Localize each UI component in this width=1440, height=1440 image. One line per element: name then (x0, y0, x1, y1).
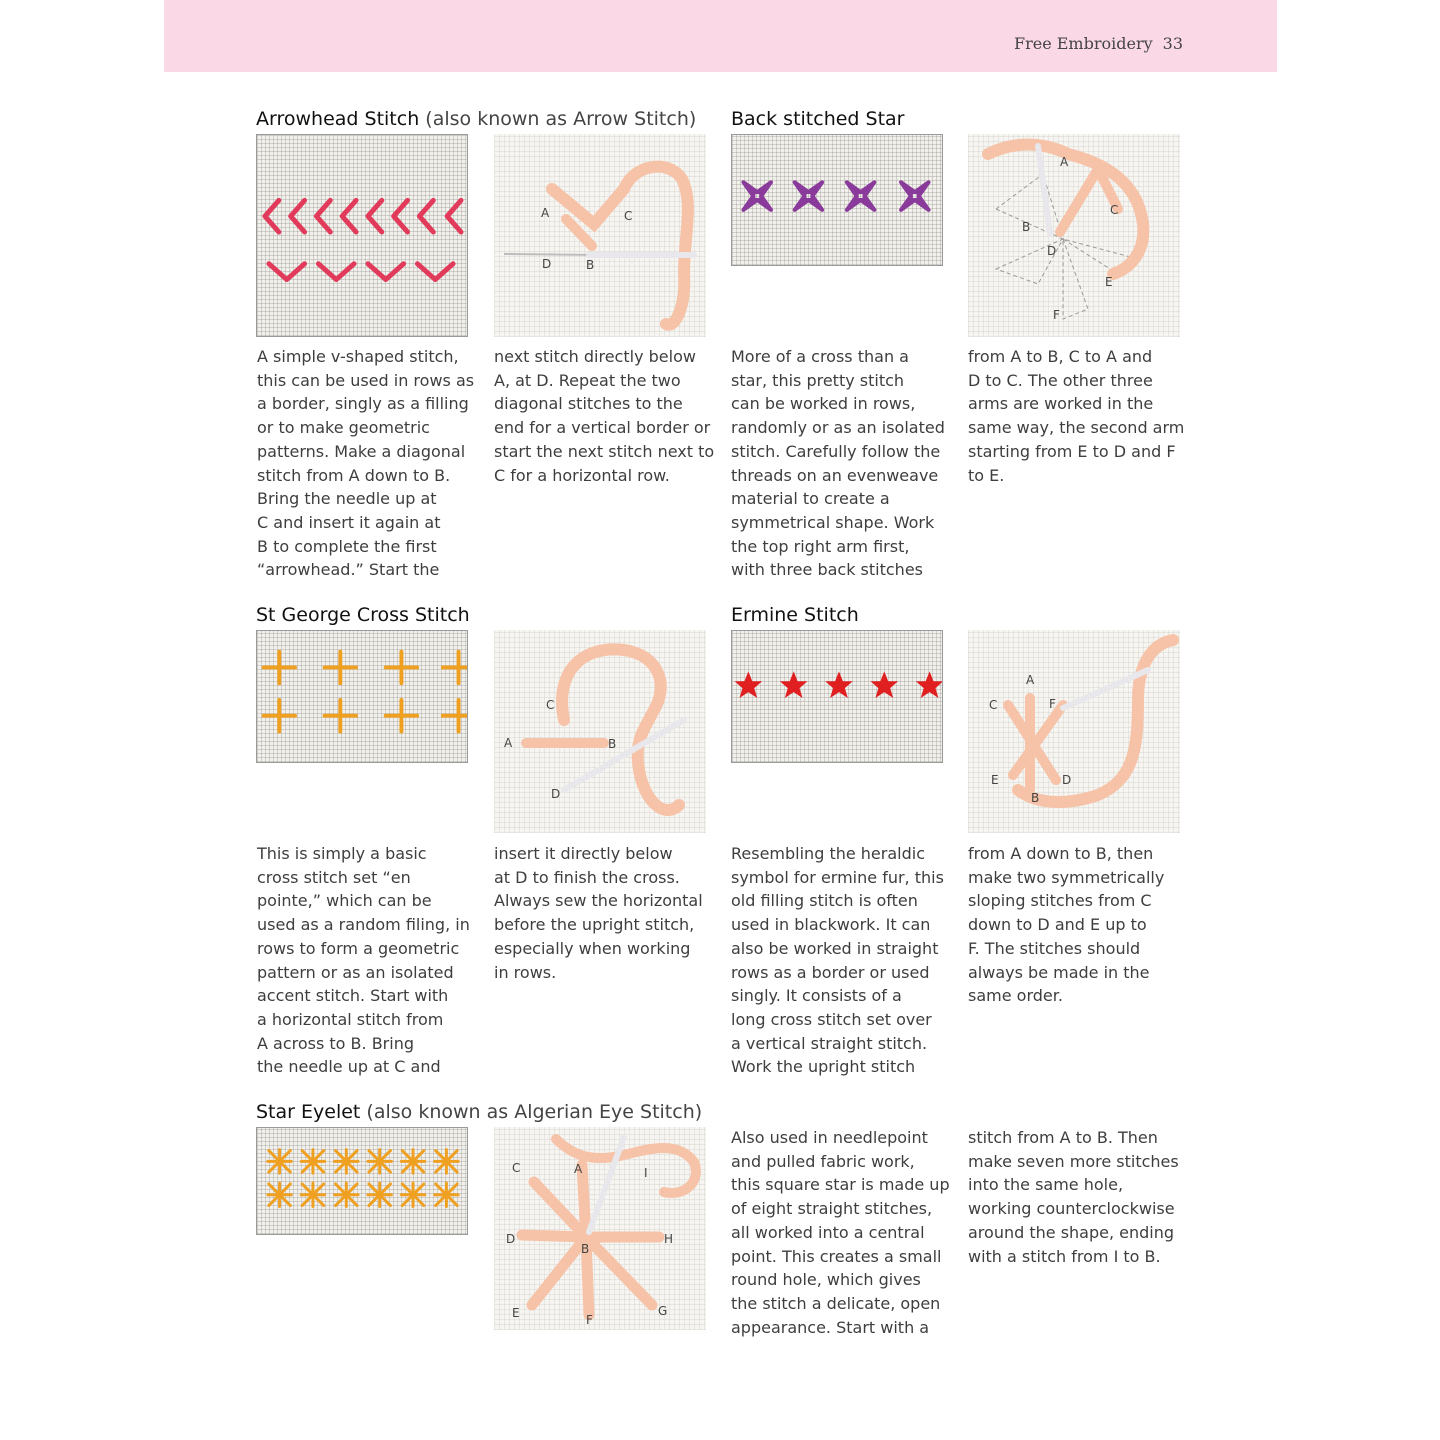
backstar-label-e: E (1105, 275, 1113, 289)
stareyelet-label-i: I (644, 1166, 648, 1180)
text-line: accent stitch. Start with (257, 986, 449, 1006)
text-line: Bring the needle up at (257, 489, 437, 509)
text-line: down to D and E up to (968, 915, 1147, 935)
ermine-diagram-drawing (968, 630, 1180, 833)
stareyelet-label-f: F (586, 1313, 593, 1327)
text-line: patterns. Make a diagonal (257, 441, 466, 461)
text-line: rows as a border or used (731, 962, 930, 982)
text-line: or to make geometric (257, 418, 430, 438)
text-line: symbol for ermine fur, this (731, 867, 944, 887)
text-line: material to create a (731, 489, 890, 509)
ermine-stitch-sample (732, 631, 942, 762)
text-line: working counterclockwise (968, 1199, 1175, 1219)
arrowhead-label-c: C (624, 209, 633, 223)
text-line: F. The stitches should (968, 938, 1141, 958)
text-line: appearance. Start with a (731, 1317, 930, 1337)
text-line: used in blackwork. It can (731, 915, 931, 935)
text-line: this can be used in rows as (257, 370, 475, 390)
backstar-title: Back stitched Star (731, 108, 905, 130)
text-line: rows to form a geometric (257, 938, 460, 958)
text-line: More of a cross than a (731, 347, 909, 366)
ermine-label-c: C (989, 698, 998, 712)
text-line: the needle up at C and (257, 1057, 441, 1077)
ermine-title: Ermine Stitch (731, 604, 859, 626)
backstar-text-col1 (731, 345, 951, 582)
stgeorge-diagram-drawing (494, 630, 706, 833)
stgeorge-label-d: D (551, 787, 561, 801)
text-line: sloping stitches from C (968, 891, 1152, 911)
ermine-label-e: E (991, 773, 999, 787)
text-line: same way, the second arm (968, 418, 1185, 438)
text-line: symmetrical shape. Work (731, 512, 935, 532)
text-line: pattern or as an isolated (257, 962, 454, 982)
ermine-diagram (968, 630, 1180, 833)
text-line: singly. It consists of a (731, 986, 902, 1006)
text-line: the stitch a delicate, open (731, 1293, 941, 1313)
arrowhead-title-main: Arrowhead Stitch (256, 108, 420, 130)
backstar-label-a: A (1060, 155, 1069, 169)
ermine-text-col1 (731, 842, 951, 1079)
text-line: of eight straight stitches, (731, 1199, 933, 1219)
text-line: randomly or as an isolated (731, 418, 945, 438)
arrowhead-label-a: A (541, 206, 550, 220)
text-line: same order. (968, 986, 1063, 1006)
backstar-label-b: B (1022, 220, 1031, 234)
stgeorge-text-col1 (257, 842, 477, 1079)
stareyelet-label-e: E (512, 1306, 520, 1320)
text-line: with a stitch from I to B. (968, 1246, 1161, 1266)
backstar-diagram (968, 134, 1180, 337)
arrowhead-diagram (494, 134, 706, 337)
text-line: in rows. (494, 962, 557, 982)
text-line: “arrowhead.” Start the (257, 560, 440, 580)
stareyelet-label-d: D (506, 1232, 516, 1246)
stareyelet-text-col1 (731, 1126, 951, 1339)
text-line: can be worked in rows, (731, 394, 916, 414)
section-title: Free Embroidery (1013, 34, 1153, 53)
text-line: around the shape, ending (968, 1222, 1175, 1242)
backstar-label-d: D (1047, 244, 1057, 258)
backstar-stitch-sample (732, 135, 942, 265)
backstar-photo (731, 134, 943, 266)
text-line: star, this pretty stitch (731, 370, 905, 390)
text-line: Always sew the horizontal (494, 891, 703, 911)
arrowhead-stitch-sample (257, 135, 467, 336)
backstar-text-col2 (968, 345, 1188, 487)
text-line: cross stitch set “en (257, 867, 411, 887)
text-line: start the next stitch next to (494, 441, 715, 461)
text-line: make two symmetrically (968, 867, 1165, 887)
ermine-label-b: B (1031, 791, 1040, 805)
arrowhead-text-col1 (257, 345, 477, 582)
page (164, 0, 1277, 1440)
text-line: C for a horizontal row. (494, 465, 670, 485)
ermine-photo (731, 630, 943, 763)
backstar-diagram-drawing (968, 134, 1180, 337)
stgeorge-stitch-sample (257, 631, 467, 762)
text-line: make seven more stitches (968, 1151, 1179, 1171)
text-line: A across to B. Bring (257, 1033, 414, 1053)
page-number: 33 (1162, 34, 1183, 53)
text-line: with three back stitches (731, 560, 923, 580)
backstar-label-f: F (1053, 308, 1060, 322)
stgeorge-label-b: B (608, 737, 617, 751)
text-line: arms are worked in the (968, 394, 1154, 414)
text-line: diagonal stitches to the (494, 394, 683, 414)
stgeorge-label-a: A (504, 736, 513, 750)
stareyelet-label-a: A (574, 1162, 583, 1176)
text-line: A simple v-shaped stitch, (257, 347, 459, 366)
text-line: from A down to B, then (968, 844, 1154, 863)
text-line: Work the upright stitch (731, 1057, 916, 1077)
stareyelet-aka: (also known as Algerian Eye Stitch) (366, 1101, 703, 1123)
text-line: round hole, which gives (731, 1270, 921, 1290)
backstar-label-c: C (1110, 203, 1119, 217)
stareyelet-diagram (494, 1127, 706, 1330)
text-line: stitch. Carefully follow the (731, 441, 941, 461)
stareyelet-label-c: C (512, 1161, 521, 1175)
text-line: and pulled fabric work, (731, 1151, 915, 1171)
stgeorge-title: St George Cross Stitch (256, 604, 470, 626)
stgeorge-label-c: C (546, 698, 555, 712)
ermine-label-d: D (1062, 773, 1072, 787)
text-line: always be made in the (968, 962, 1150, 982)
text-line: a border, singly as a filling (257, 394, 469, 414)
stareyelet-label-b: B (581, 1242, 590, 1256)
arrowhead-label-b: B (586, 258, 595, 272)
text-line: at D to finish the cross. (494, 867, 680, 887)
stareyelet-label-g: G (658, 1304, 668, 1318)
text-line: A, at D. Repeat the two (494, 370, 681, 390)
arrowhead-text-col2 (494, 345, 714, 487)
text-line: threads on an evenweave (731, 465, 939, 485)
text-line: a vertical straight stitch. (731, 1033, 928, 1053)
text-line: B to complete the first (257, 536, 437, 556)
stgeorge-photo (256, 630, 468, 763)
ermine-text-col2 (968, 842, 1188, 1008)
ermine-label-a: A (1026, 673, 1035, 687)
text-line: especially when working (494, 938, 691, 958)
text-line: Resembling the heraldic (731, 844, 925, 863)
arrowhead-photo (256, 134, 468, 337)
text-line: also be worked in straight (731, 938, 939, 958)
text-line: before the upright stitch, (494, 915, 695, 935)
stareyelet-title-main: Star Eyelet (256, 1101, 361, 1123)
arrowhead-label-d: D (542, 257, 552, 271)
text-line: this square star is made up (731, 1175, 950, 1195)
text-line: Also used in needlepoint (731, 1128, 928, 1147)
text-line: used as a random filing, in (257, 915, 470, 935)
text-line: next stitch directly below (494, 347, 696, 366)
text-line: This is simply a basic (257, 844, 427, 863)
stgeorge-diagram (494, 630, 706, 833)
text-line: old filling stitch is often (731, 891, 918, 911)
arrowhead-title (256, 108, 696, 130)
stgeorge-text-col2 (494, 842, 714, 984)
text-line: end for a vertical border or (494, 418, 711, 438)
arrowhead-diagram-drawing (494, 134, 706, 337)
text-line: to E. (968, 465, 1005, 485)
text-line: into the same hole, (968, 1175, 1124, 1195)
stareyelet-photo (256, 1127, 468, 1235)
ermine-label-f: F (1049, 697, 1056, 711)
text-line: long cross stitch set over (731, 1009, 932, 1029)
running-head (1014, 34, 1183, 53)
text-line: pointe,” which can be (257, 891, 432, 911)
text-line: D to C. The other three (968, 370, 1153, 390)
text-line: the top right arm first, (731, 536, 910, 556)
text-line: starting from E to D and F (968, 441, 1176, 461)
arrowhead-aka: (also known as Arrow Stitch) (425, 108, 697, 130)
stareyelet-label-h: H (664, 1232, 674, 1246)
text-line: point. This creates a small (731, 1246, 942, 1266)
text-line: stitch from A to B. Then (968, 1128, 1158, 1147)
text-line: insert it directly below (494, 844, 673, 863)
text-line: from A to B, C to A and (968, 347, 1153, 366)
stareyelet-title (256, 1101, 702, 1123)
text-line: stitch from A down to B. (257, 465, 451, 485)
text-line: a horizontal stitch from (257, 1009, 444, 1029)
text-line: all worked into a central (731, 1222, 925, 1242)
stareyelet-text-col2 (968, 1126, 1188, 1268)
text-line: C and insert it again at (257, 512, 441, 532)
stareyelet-stitch-sample (257, 1128, 467, 1234)
stareyelet-diagram-drawing (494, 1127, 706, 1330)
